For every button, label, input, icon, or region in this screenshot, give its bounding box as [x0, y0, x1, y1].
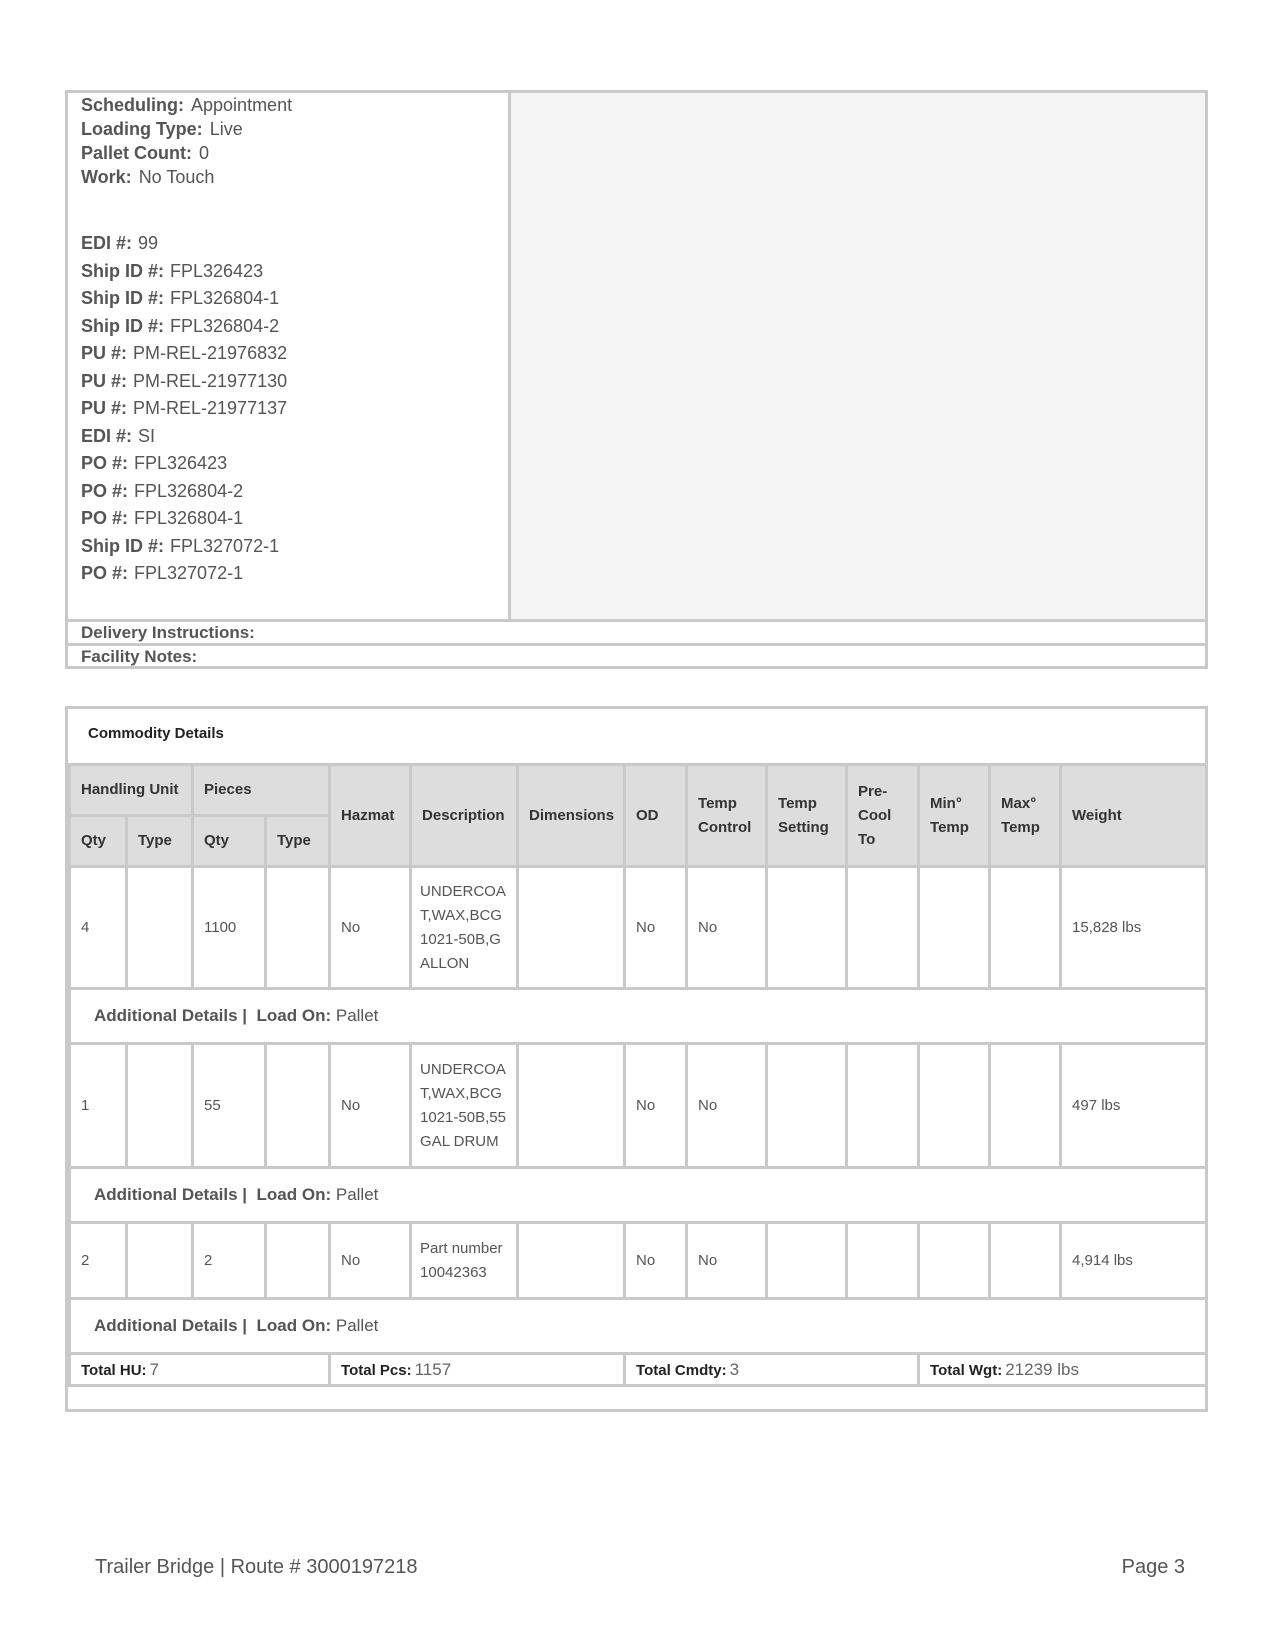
- reference-number: PU #: PM-REL-21977130: [81, 370, 288, 391]
- pcs-qty-cell: 2: [193, 1223, 266, 1299]
- additional-details-label: Additional Details |: [94, 1316, 248, 1335]
- dimensions-cell: [518, 1223, 625, 1299]
- hu-qty-cell: 4: [70, 867, 127, 989]
- pcs-qty-cell: 1100: [193, 867, 266, 989]
- total-hu: Total HU: 7: [70, 1354, 330, 1386]
- description-cell: UNDERCOAT,WAX,BCG 1021-50B,55GAL DRUM: [411, 1044, 518, 1168]
- additional-details-row: [70, 1299, 1207, 1354]
- pre-cool-cell: [847, 1044, 919, 1168]
- table-row: [70, 867, 1207, 989]
- col-pre-cool: Pre-Cool To: [847, 765, 919, 867]
- pcs-type-cell: [266, 1044, 330, 1168]
- temp-control-cell: No: [687, 1223, 767, 1299]
- table-row: [70, 1044, 1207, 1168]
- commodity-details-panel: [65, 706, 1208, 1412]
- hu-qty-cell: 1: [70, 1044, 127, 1168]
- pcs-type-cell: [266, 867, 330, 989]
- total-pieces: Total Pcs: 1157: [330, 1354, 625, 1386]
- total-commodities: Total Cmdty: 3: [625, 1354, 919, 1386]
- work-field: Work: No Touch: [81, 167, 215, 187]
- hu-qty-cell: 2: [70, 1223, 127, 1299]
- col-min-temp: Min° Temp: [919, 765, 990, 867]
- col-hu-qty: Qty: [70, 816, 127, 867]
- description-cell: UNDERCOAT,WAX,BCG 1021-50B,GALLON: [411, 867, 518, 989]
- col-weight: Weight: [1061, 765, 1207, 867]
- reference-number: EDI #: 99: [81, 233, 159, 253]
- reference-number: Ship ID #: FPL327072-1: [81, 535, 280, 556]
- col-od: OD: [625, 765, 687, 867]
- dimensions-cell: [518, 1044, 625, 1168]
- min-temp-cell: [919, 1223, 990, 1299]
- pallet-count-field: Pallet Count: 0: [81, 143, 210, 163]
- load-on-value: Pallet: [335, 1185, 379, 1204]
- col-pcs-type: Type: [266, 816, 330, 867]
- min-temp-cell: [919, 867, 990, 989]
- reference-number: PO #: FPL326804-1: [81, 508, 244, 528]
- pcs-type-cell: [266, 1223, 330, 1299]
- load-on-value: Pallet: [335, 1316, 379, 1335]
- weight-cell: 4,914 lbs: [1061, 1223, 1207, 1299]
- load-on-label: Load On:: [256, 1006, 332, 1025]
- hazmat-cell: No: [330, 1223, 411, 1299]
- hazmat-cell: No: [330, 1044, 411, 1168]
- temp-setting-cell: [767, 867, 847, 989]
- col-hazmat: Hazmat: [330, 765, 411, 867]
- commodity-details-title: Commodity Details: [88, 725, 224, 742]
- hu-type-cell: [127, 1044, 193, 1168]
- hazmat-cell: No: [330, 867, 411, 989]
- temp-control-cell: No: [687, 867, 767, 989]
- pre-cool-cell: [847, 867, 919, 989]
- weight-cell: 497 lbs: [1061, 1044, 1207, 1168]
- temp-setting-cell: [767, 1044, 847, 1168]
- col-hu-type: Type: [127, 816, 193, 867]
- col-max-temp: Max° Temp: [990, 765, 1061, 867]
- max-temp-cell: [990, 1044, 1061, 1168]
- info-blank-area: [511, 93, 1205, 619]
- shipment-info-fields: [68, 93, 511, 619]
- od-cell: No: [625, 1223, 687, 1299]
- load-on-value: Pallet: [335, 1006, 379, 1025]
- max-temp-cell: [990, 1223, 1061, 1299]
- hu-type-cell: [127, 1223, 193, 1299]
- col-dimensions: Dimensions: [518, 765, 625, 867]
- header-row-1: [70, 765, 1207, 816]
- footer-route-label: Trailer Bridge | Route # 3000197218: [95, 1556, 418, 1578]
- min-temp-cell: [919, 1044, 990, 1168]
- od-cell: No: [625, 1044, 687, 1168]
- commodity-table: [68, 763, 1208, 1387]
- col-handling-unit: Handling Unit: [70, 765, 193, 816]
- facility-notes-label: Facility Notes:: [68, 643, 1205, 667]
- od-cell: No: [625, 867, 687, 989]
- totals-row: [70, 1354, 1207, 1386]
- col-temp-setting: Temp Setting: [767, 765, 847, 867]
- reference-number: EDI #: SI: [81, 425, 156, 446]
- pre-cool-cell: [847, 1223, 919, 1299]
- shipment-info-panel: [65, 90, 1208, 669]
- col-pcs-qty: Qty: [193, 816, 266, 867]
- reference-number: PO #: FPL326423: [81, 453, 228, 473]
- dimensions-cell: [518, 867, 625, 989]
- temp-control-cell: No: [687, 1044, 767, 1168]
- description-cell: Part number 10042363: [411, 1223, 518, 1299]
- weight-cell: 15,828 lbs: [1061, 867, 1207, 989]
- total-weight: Total Wgt: 21239 lbs: [919, 1354, 1207, 1386]
- table-row: [70, 1223, 1207, 1299]
- reference-number: Ship ID #: FPL326804-1: [81, 288, 280, 308]
- reference-number: PO #: FPL327072-1: [81, 563, 244, 583]
- col-temp-control: Temp Control: [687, 765, 767, 867]
- reference-number: PO #: FPL326804-2: [81, 480, 244, 501]
- load-on-label: Load On:: [256, 1316, 332, 1335]
- reference-number: PU #: PM-REL-21976832: [81, 343, 288, 363]
- additional-details-label: Additional Details |: [94, 1185, 248, 1204]
- reference-number: Ship ID #: FPL326804-2: [81, 315, 280, 336]
- load-on-label: Load On:: [256, 1185, 332, 1204]
- pcs-qty-cell: 55: [193, 1044, 266, 1168]
- reference-number: PU #: PM-REL-21977137: [81, 398, 288, 418]
- temp-setting-cell: [767, 1223, 847, 1299]
- loading-type-field: Loading Type: Live: [81, 119, 243, 139]
- additional-details-row: [70, 989, 1207, 1044]
- delivery-instructions-label: Delivery Instructions:: [68, 619, 1205, 643]
- scheduling-field: Scheduling: Appointment: [81, 95, 293, 115]
- page-number: Page 3: [1121, 1556, 1185, 1578]
- col-pieces: Pieces: [193, 765, 330, 816]
- hu-type-cell: [127, 867, 193, 989]
- col-description: Description: [411, 765, 518, 867]
- additional-details-label: Additional Details |: [94, 1006, 248, 1025]
- max-temp-cell: [990, 867, 1061, 989]
- additional-details-row: [70, 1168, 1207, 1223]
- reference-number: Ship ID #: FPL326423: [81, 260, 264, 281]
